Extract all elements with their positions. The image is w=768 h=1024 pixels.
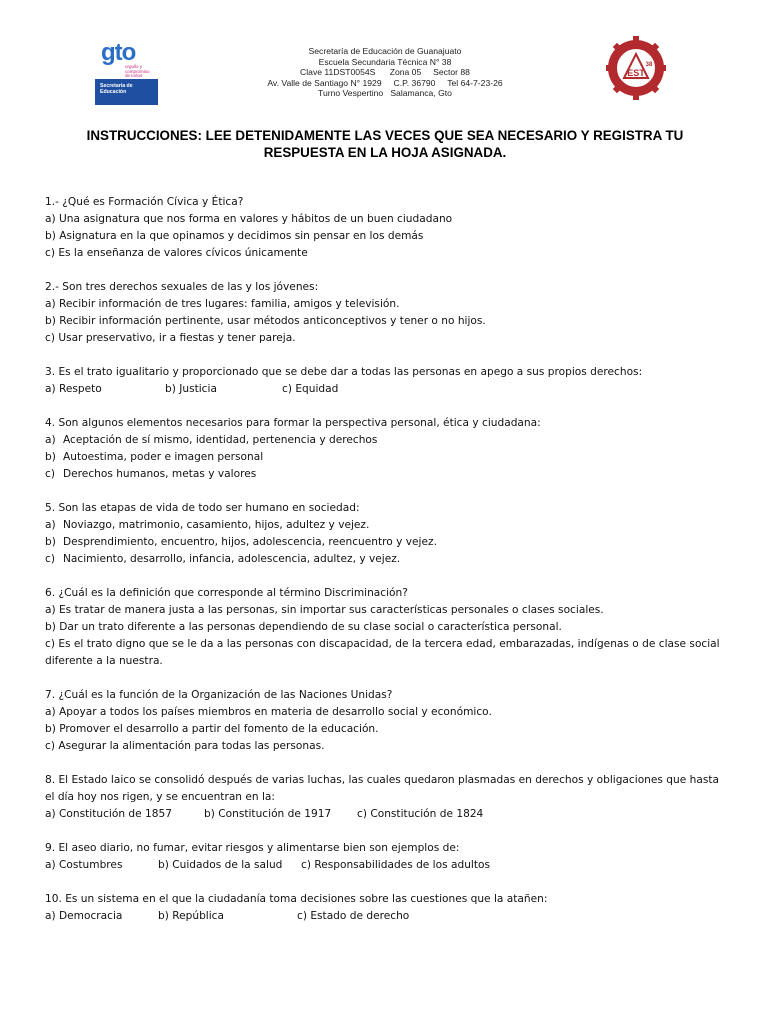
q7-option-a: a) Apoyar a todos los países miembros en materia de desarrollo social y económico. — [45, 706, 492, 718]
q6-option-b: b) Dar un trato diferente a las personas dependiendo de su clase social o característica personal. — [45, 621, 562, 633]
question-2: 2.- Son tres derechos sexuales de las y los jóvenes: — [45, 281, 319, 293]
q4-option-a: Aceptación de sí mismo, identidad, pertenencia y derechos — [63, 434, 378, 446]
question-1: 1.- ¿Qué es Formación Cívica y Ética? — [45, 196, 244, 208]
school-line: Clave 11DST0054S Zona 05 Sector 88 — [300, 67, 470, 78]
q10-option-b: b) República — [158, 910, 224, 922]
q4-option-b-letter: b) — [45, 451, 56, 463]
q8-option-c: c) Constitución de 1824 — [357, 808, 484, 820]
q6-option-a: a) Es tratar de manera justa a las personas, sin importar sus características personales o clases sociales. — [45, 604, 604, 616]
q4-option-c: Derechos humanos, metas y valores — [63, 468, 257, 480]
question-4: 4. Son algunos elementos necesarios para formar la perspectiva personal, ética y ciudadana: — [45, 417, 541, 429]
q3-option-a: a) Respeto — [45, 383, 102, 395]
q5-option-b: Desprendimiento, encuentro, hijos, adolescencia, reencuentro y vejez. — [63, 536, 437, 548]
q2-option-b: b) Recibir información pertinente, usar métodos anticonceptivos y tener o no hijos. — [45, 315, 486, 327]
q10-option-a: a) Democracia — [45, 910, 123, 922]
q1-option-c: c) Es la enseñanza de valores cívicos únicamente — [45, 247, 308, 259]
q5-option-b-letter: b) — [45, 536, 56, 548]
q3-option-b: b) Justicia — [165, 383, 217, 395]
q3-option-c: c) Equidad — [282, 383, 339, 395]
school-info — [240, 46, 530, 99]
school-line: Escuela Secundaria Técnica N° 38 — [318, 56, 452, 67]
question-3: 3. Es el trato igualitario y proporcionado que se debe dar a todas las personas en apego a sus propios derechos: — [45, 366, 643, 378]
q1-option-b: b) Asignatura en la que opinamos y decidimos sin pensar en los demás — [45, 230, 424, 242]
question-6: 6. ¿Cuál es la definición que corresponde al término Discriminación? — [45, 587, 408, 599]
q5-option-a-letter: a) — [45, 519, 56, 531]
q9-option-b: b) Cuidados de la salud — [158, 859, 283, 871]
q7-option-c: c) Asegurar la alimentación para todas las personas. — [45, 740, 325, 752]
school-line: Av. Valle de Santiago N° 1929 C.P. 36790 Tel 64-7-23-26 — [267, 77, 503, 88]
q2-option-a: a) Recibir información de tres lugares: familia, amigos y televisión. — [45, 298, 400, 310]
q8-option-a: a) Constitución de 1857 — [45, 808, 172, 820]
gto-tagline: orgullo y compromiso de todos — [125, 64, 150, 78]
q2-option-c: c) Usar preservativo, ir a fiestas y tener pareja. — [45, 332, 296, 344]
question-8: 8. El Estado laico se consolidó después de varias luchas, las cuales quedaron plasmadas en derechos y obligaciones que hasta el día hoy nos rigen, y se encuentran en la: — [45, 774, 719, 803]
instructions-heading: INSTRUCCIONES: LEE DETENIDAMENTE LAS VECES QUE SEA NECESARIO Y REGISTRA TU RESPUESTA EN LA HOJA ASIGNADA. — [86, 128, 684, 160]
question-7: 7. ¿Cuál es la función de la Organización de las Naciones Unidas? — [45, 689, 393, 701]
gto-logo — [95, 37, 158, 105]
question-5: 5. Son las etapas de vida de todo ser humano en sociedad: — [45, 502, 360, 514]
q5-option-a: Noviazgo, matrimonio, casamiento, hijos, adultez y vejez. — [63, 519, 370, 531]
q5-option-c: Nacimiento, desarrollo, infancia, adolescencia, adultez, y vejez. — [63, 553, 401, 565]
q1-option-a: a) Una asignatura que nos forma en valores y hábitos de un buen ciudadano — [45, 213, 453, 225]
q9-option-c: c) Responsabilidades de los adultos — [301, 859, 491, 871]
gto-brand: gto — [101, 39, 136, 66]
emblem-number: 38 — [645, 62, 653, 68]
school-emblem-logo — [606, 36, 666, 100]
q4-option-a-letter: a) — [45, 434, 56, 446]
q9-option-a: a) Costumbres — [45, 859, 123, 871]
q8-option-b: b) Constitución de 1917 — [204, 808, 332, 820]
emblem-letters: EST — [627, 68, 645, 78]
school-line: Secretaría de Educación de Guanajuato — [308, 46, 462, 56]
q5-option-c-letter: c) — [45, 553, 55, 565]
gto-department: Secretaría de Educación — [100, 83, 133, 95]
q6-option-c: c) Es el trato digno que se le da a las personas con discapacidad, de la tercera edad, embarazadas, indígenas o de clase social diferente a la nuestra. — [45, 638, 720, 667]
q4-option-b: Autoestima, poder e imagen personal — [63, 451, 264, 463]
question-10: 10. Es un sistema en el que la ciudadanía toma decisiones sobre las cuestiones que la atañen: — [45, 893, 548, 905]
question-9: 9. El aseo diario, no fumar, evitar riesgos y alimentarse bien son ejemplos de: — [45, 842, 460, 854]
q7-option-b: b) Promover el desarrollo a partir del fomento de la educación. — [45, 723, 379, 735]
q4-option-c-letter: c) — [45, 468, 55, 480]
school-line: Turno Vespertino Salamanca, Gto — [318, 88, 452, 99]
q10-option-c: c) Estado de derecho — [297, 910, 410, 922]
